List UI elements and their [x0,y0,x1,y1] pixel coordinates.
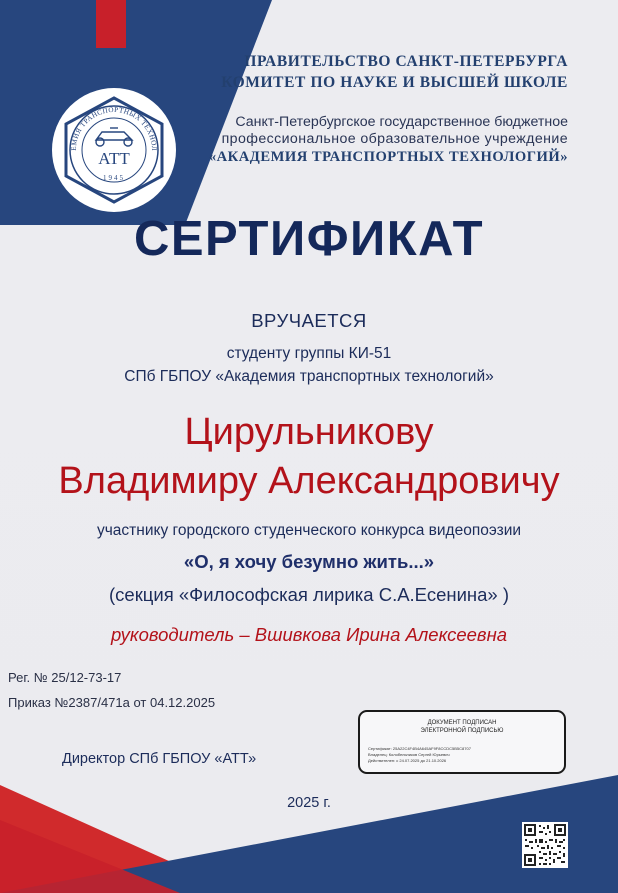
director-label: Директор СПб ГБПОУ «АТТ» [62,751,257,767]
participation-text: участнику городского студенческого конкурса видеопоэзии [96,522,522,539]
academy-logo-emblem [52,88,176,212]
institution-line-2: профессиональное образовательное учреждение [221,131,568,147]
logo-year: 1945 [103,174,125,182]
qr-code-pattern [522,822,568,868]
car-icon [96,128,132,146]
qr-code [522,822,568,868]
registration-number: Рег. № 25/12-73-17 [8,670,122,685]
certificate-title: СЕРТИФИКАТ [133,212,485,266]
recipient-given-names: Владимиру Александровичу [58,460,560,502]
signature-validity: Действителен: с 24.07.2025 до 21.10.2026 [368,758,447,763]
signature-certificate: Сертификат: 25А22С4F4В4А645АF9F8ССDС5В5С8707 [368,746,471,751]
logo-abbr: АТТ [98,149,130,168]
electronic-signature-stamp [358,710,566,774]
order-number: Приказ №2387/471а от 04.12.2025 [8,695,216,710]
awarded-label: ВРУЧАЕТСЯ [251,310,367,331]
institution-name: «АКАДЕМИЯ ТРАНСПОРТНЫХ ТЕХНОЛОГИЙ» [208,149,568,165]
recipient-group: студенту группы КИ-51 [226,345,392,362]
issue-year: 2025 г. [287,795,331,811]
academy-logo [52,88,176,212]
contest-section: (секция «Философская лирика С.А.Есенина» ) [109,584,509,605]
recipient-surname: Цирульникову [184,411,434,453]
recipient-institution: СПб ГБПОУ «Академия транспортных технологий» [124,368,494,385]
logo-ring-text: ЕМИЯ ТРАНСПОРТНЫХ ТЕХНОЛ [69,105,159,152]
leader-line: руководитель – Вшивкова Ирина Алексеевна [110,624,508,645]
committee-line: КОМИТЕТ ПО НАУКЕ И ВЫСШЕЙ ШКОЛЕ [221,74,568,91]
government-line: ПРАВИТЕЛЬСТВО САНКТ-ПЕТЕРБУРГА [244,53,568,70]
contest-name: «О, я хочу безумно жить...» [183,551,435,572]
signature-heading-1: ДОКУМЕНТ ПОДПИСАН [427,720,497,726]
institution-line-1: Санкт-Петербургское государственное бюджетное [235,114,568,130]
signature-heading-2: ЭЛЕКТРОННОЙ ПОДПИСЬЮ [420,728,504,734]
signature-owner: Владелец: Колобельников Сергей Юрьевич [368,752,450,757]
